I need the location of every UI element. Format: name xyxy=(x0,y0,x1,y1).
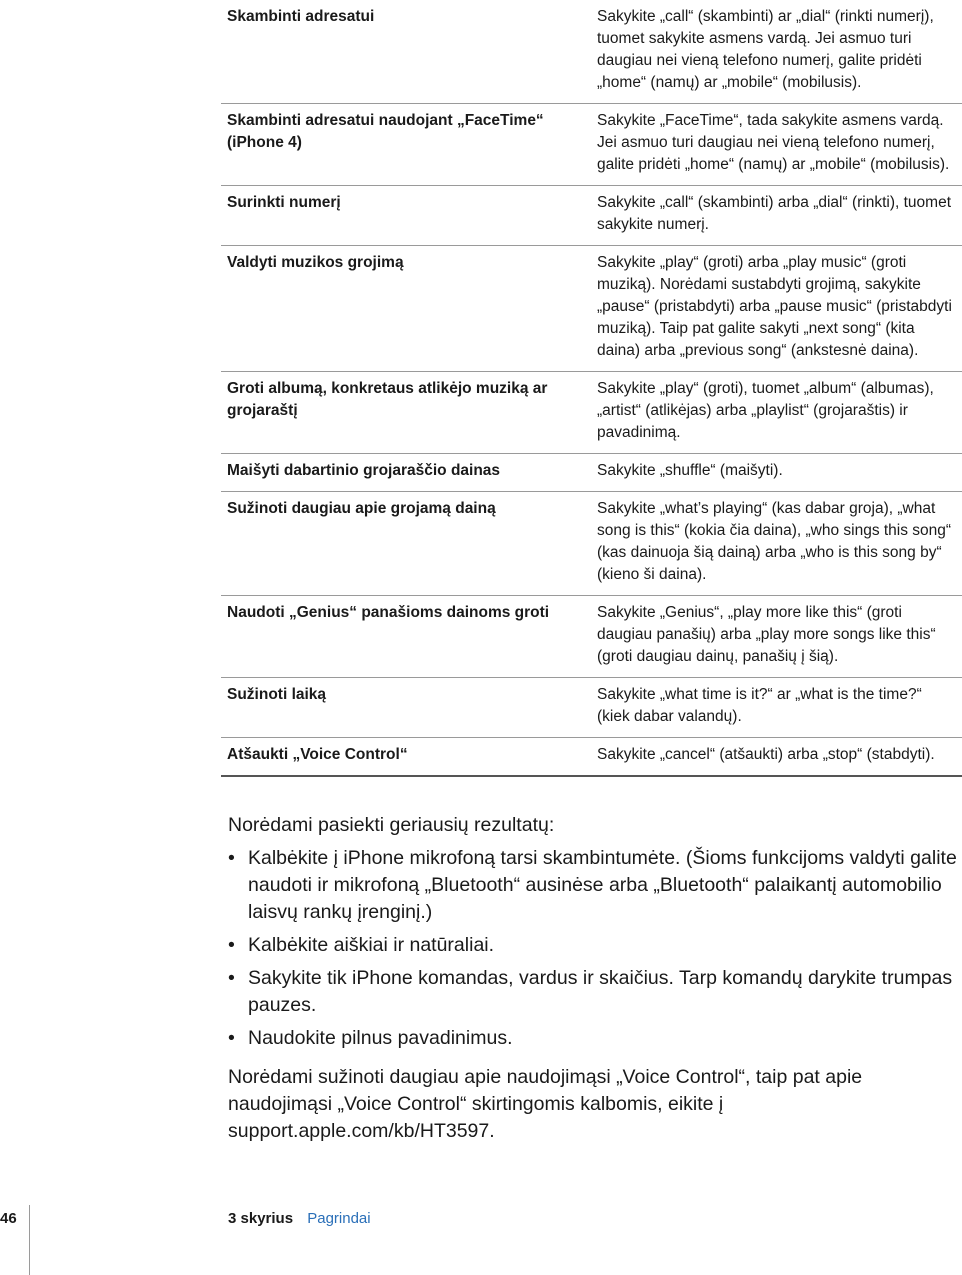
command-action: Maišyti dabartinio grojaraščio dainas xyxy=(221,454,591,492)
command-phrase: Sakykite „what’s playing“ (kas dabar groja), „what song is this“ (kokia čia daina), „who sings this song“ (kas dainuoja šią dainą) arba „who is this song by“ (kieno ši daina). xyxy=(591,492,962,596)
command-phrase: Sakykite „shuffle“ (maišyti). xyxy=(591,454,962,492)
command-action: Skambinti adresatui naudojant „FaceTime“ (iPhone 4) xyxy=(221,104,591,186)
command-phrase: Sakykite „what time is it?“ ar „what is the time?“ (kiek dabar valandų). xyxy=(591,678,962,738)
table-row xyxy=(221,104,962,186)
chapter-title: Pagrindai xyxy=(307,1210,371,1227)
table-row xyxy=(221,678,962,738)
command-action: Groti albumą, konkretaus atlikėjo muziką ar grojaraštį xyxy=(221,372,591,454)
bullet-icon: • xyxy=(228,934,235,956)
table-row xyxy=(221,454,962,492)
tip-text: Naudokite pilnus pavadinimus. xyxy=(248,1027,513,1049)
bullet-icon: • xyxy=(228,847,235,869)
command-phrase: Sakykite „play“ (groti) arba „play music“ (groti muziką). Norėdami sustabdyti grojimą, sakykite „pause“ (pristabdyti) arba „pause music“ (pristabdyti muziką). Taip pat galite sakyti „next song“ (kita daina) arba „previous song“ (ankstesnė daina). xyxy=(591,246,962,372)
tips-list xyxy=(228,845,962,1052)
footer-divider xyxy=(29,1205,30,1275)
command-action: Skambinti adresatui xyxy=(221,0,591,104)
tips-section xyxy=(228,812,962,1145)
list-item xyxy=(228,845,962,926)
table-row xyxy=(221,372,962,454)
list-item xyxy=(228,932,962,959)
list-item xyxy=(228,1025,962,1052)
command-phrase: Sakykite „play“ (groti), tuomet „album“ (albumas), „artist“ (atlikėjas) arba „playlist“ (grojaraštis) ir pavadinimą. xyxy=(591,372,962,454)
command-action: Atšaukti „Voice Control“ xyxy=(221,738,591,777)
table-row xyxy=(221,738,962,777)
table-row xyxy=(221,186,962,246)
command-action: Valdyti muzikos grojimą xyxy=(221,246,591,372)
chapter-label xyxy=(228,1210,371,1227)
voice-command-table xyxy=(221,0,962,777)
page-number: 46 xyxy=(0,1210,17,1227)
bullet-icon: • xyxy=(228,967,235,989)
table-row xyxy=(221,246,962,372)
tips-intro: Norėdami pasiekti geriausių rezultatų: xyxy=(228,814,555,836)
table-row xyxy=(221,492,962,596)
tip-text: Kalbėkite aiškiai ir natūraliai. xyxy=(248,934,495,956)
bullet-icon: • xyxy=(228,1027,235,1049)
table-row xyxy=(221,596,962,678)
more-info-note: Norėdami sužinoti daugiau apie naudojimąsi „Voice Control“, taip pat apie naudojimąsi „Voice Control“ skirtingomis kalbomis, eikite į support.apple.com/kb/HT3597. xyxy=(228,1066,863,1142)
command-action: Sužinoti laiką xyxy=(221,678,591,738)
command-action: Naudoti „Genius“ panašioms dainoms groti xyxy=(221,596,591,678)
table-row xyxy=(221,0,962,104)
tip-text: Kalbėkite į iPhone mikrofoną tarsi skambintumėte. (Šioms funkcijoms valdyti galite naudoti ir mikrofoną „Bluetooth“ ausinėse arba „Bluetooth“ palaikantį automobilio laisvų rankų įrenginį.) xyxy=(248,847,957,923)
list-item xyxy=(228,965,962,1019)
tip-text: Sakykite tik iPhone komandas, vardus ir skaičius. Tarp komandų darykite trumpas pauzes. xyxy=(248,967,953,1016)
command-action: Sužinoti daugiau apie grojamą dainą xyxy=(221,492,591,596)
command-phrase: Sakykite „FaceTime“, tada sakykite asmens vardą. Jei asmuo turi daugiau nei vieną telefono numerį, galite pridėti „home“ (namų) ar „mobile“ (mobilusis). xyxy=(591,104,962,186)
command-action: Surinkti numerį xyxy=(221,186,591,246)
command-phrase: Sakykite „call“ (skambinti) arba „dial“ (rinkti), tuomet sakykite numerį. xyxy=(591,186,962,246)
command-phrase: Sakykite „Genius“, „play more like this“ (groti daugiau panašių) arba „play more songs like this“ (groti daugiau dainų, panašių į šią). xyxy=(591,596,962,678)
command-phrase: Sakykite „cancel“ (atšaukti) arba „stop“ (stabdyti). xyxy=(591,738,962,777)
chapter-number: 3 skyrius xyxy=(228,1210,294,1227)
command-phrase: Sakykite „call“ (skambinti) ar „dial“ (rinkti numerį), tuomet sakykite asmens vardą. Jei asmuo turi daugiau nei vieną telefono numerį, galite pridėti „home“ (namų) ar „mobile“ (mobilusis). xyxy=(591,0,962,104)
